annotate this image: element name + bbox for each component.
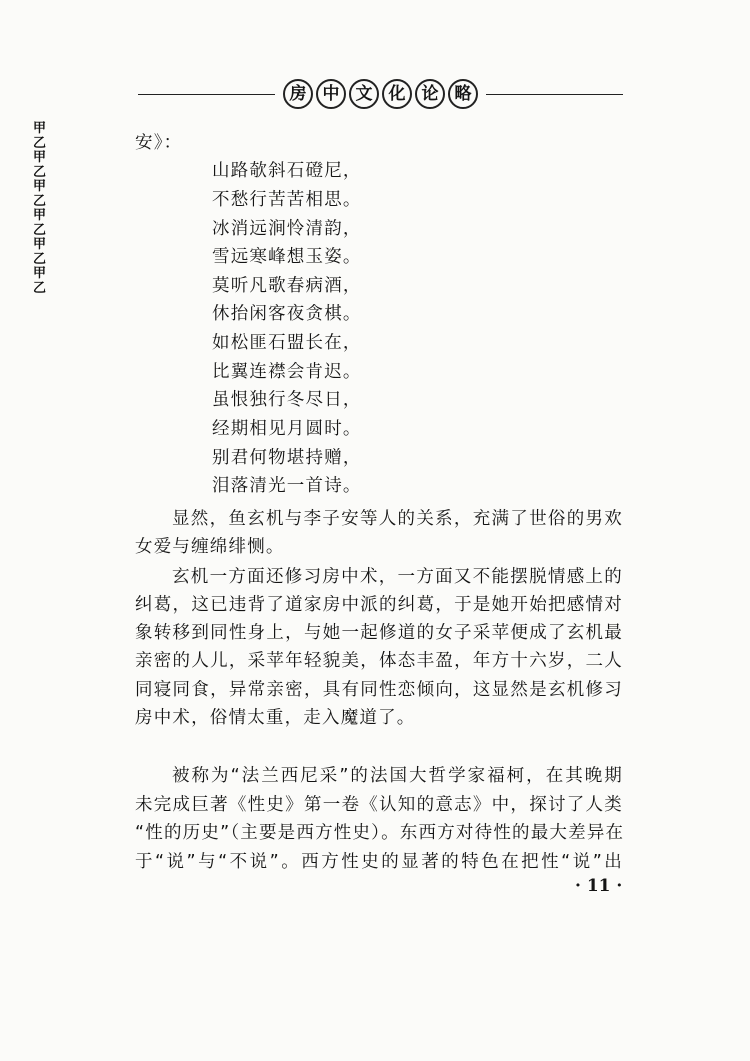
paragraph-line: 房中术，俗情太重，走入魔道了。	[135, 708, 416, 728]
title-char: 化	[382, 79, 412, 109]
poem-line: 泪落清光一首诗。	[212, 476, 362, 496]
poem-line: 比翼连襟会肯迟。	[212, 362, 362, 382]
paragraph-line: 玄机一方面还修习房中术，一方面又不能摆脱情感上的	[172, 567, 623, 587]
poem-line: 山路欹斜石磴尼，	[212, 161, 362, 181]
poem-line: 别君何物堪持赠，	[212, 448, 362, 468]
poem-line: 经期相见月圆时。	[212, 419, 362, 439]
poem-line: 不愁行苦苦相思。	[212, 190, 362, 210]
paragraph-line: 亲密的人儿，采苹年轻貌美，体态丰盈，年方十六岁，二人	[135, 651, 623, 671]
poem-line: 莫听凡歌春病酒，	[212, 276, 362, 296]
paragraph-line: 纠葛，这已违背了道家房中派的纠葛，于是她开始把感情对	[135, 595, 623, 615]
thumb-index-marks: 甲乙甲乙甲乙甲乙甲乙甲乙	[33, 121, 47, 296]
poem-line: 休抬闲客夜贪棋。	[212, 304, 362, 324]
paragraph-line: 被称为“法兰西尼采”的法国大哲学家福柯，在其晚期	[172, 766, 623, 786]
paragraph-line: “性的历史”（主要是西方性史）。东西方对待性的最大差异在	[135, 823, 625, 843]
paragraph-line: 显然，鱼玄机与李子安等人的关系，充满了世俗的男欢	[172, 509, 623, 529]
title-char: 论	[415, 79, 445, 109]
intro-line: 安》：	[135, 133, 183, 153]
title-char: 文	[349, 79, 379, 109]
paragraph-line: 同寝同食，异常亲密，具有同性恋倾向，这显然是玄机修习	[135, 680, 623, 700]
running-header	[138, 78, 623, 110]
page-number: · 11 ·	[575, 876, 623, 896]
poem-line: 如松匪石盟长在，	[212, 333, 362, 353]
title-char: 中	[316, 79, 346, 109]
paragraph-line: 象转移到同性身上，与她一起修道的女子采苹便成了玄机最	[135, 623, 623, 643]
paragraph-line: 于“说”与“不说”。西方性史的显著的特色在把性“说”出	[135, 852, 623, 872]
paragraph-line: 未完成巨著《性史》第一卷《认知的意志》中，探讨了人类	[135, 795, 623, 815]
poem-line: 虽恨独行冬尽日，	[212, 390, 362, 410]
poem-line: 冰消远涧怜清韵，	[212, 219, 362, 239]
title-char: 略	[448, 79, 478, 109]
book-title	[283, 79, 478, 109]
paragraph-line: 女爱与缠绵绯恻。	[135, 537, 285, 557]
title-char: 房	[283, 79, 313, 109]
header-rule-left	[138, 94, 275, 95]
header-rule-right	[486, 94, 623, 95]
poem-line: 雪远寒峰想玉姿。	[212, 247, 362, 267]
